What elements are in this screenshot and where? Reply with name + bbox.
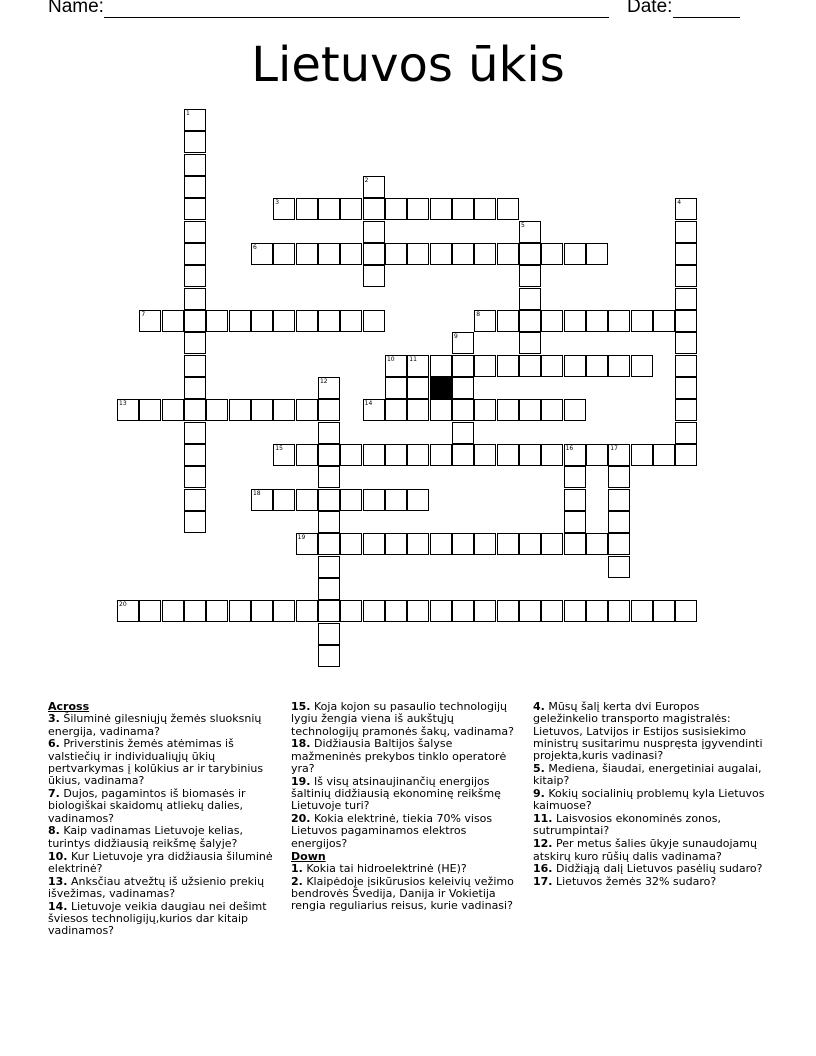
clue-number: 20 <box>119 601 127 609</box>
grid-cell[interactable] <box>184 198 206 220</box>
grid-cell[interactable] <box>318 310 340 332</box>
clue-item-text: Iš visų atsinaujinančių energijos šaltinių didžiausią ekonominę reikšmę Lietuvoje turi? <box>291 774 501 813</box>
clue-item <box>533 863 765 875</box>
grid-cell[interactable] <box>519 221 541 243</box>
grid-cell[interactable] <box>407 243 429 265</box>
grid-cell[interactable] <box>675 243 697 265</box>
grid-cell[interactable] <box>273 198 295 220</box>
grid-cell[interactable] <box>452 422 474 444</box>
grid-cell[interactable] <box>675 399 697 421</box>
grid-cell[interactable] <box>541 310 563 332</box>
grid-cell[interactable] <box>407 533 429 555</box>
clue-item-text: Lietuvoje veikia daugiau nei dešimt šviesos technoligijų,kurios dar kitaip vadinamos? <box>48 899 267 938</box>
grid-cell[interactable] <box>564 444 586 466</box>
grid-cell[interactable] <box>564 243 586 265</box>
grid-cell[interactable] <box>318 645 340 667</box>
grid-cell[interactable] <box>318 466 340 488</box>
grid-cell[interactable] <box>184 466 206 488</box>
grid-cell[interactable] <box>675 221 697 243</box>
clue-number: 16 <box>565 444 574 452</box>
clue-number: 3 <box>275 199 280 207</box>
clue-item-number: 1. <box>291 861 303 875</box>
grid-cell[interactable] <box>474 444 496 466</box>
grid-cell[interactable] <box>385 399 407 421</box>
grid-cell[interactable] <box>541 533 563 555</box>
grid-cell[interactable] <box>184 288 206 310</box>
grid-cell[interactable] <box>206 310 228 332</box>
grid-cell[interactable] <box>184 221 206 243</box>
grid-cell[interactable] <box>519 310 541 332</box>
grid-cell[interactable] <box>452 444 474 466</box>
clue-item <box>48 851 280 876</box>
grid-cell[interactable] <box>340 310 362 332</box>
grid-cell[interactable] <box>631 310 653 332</box>
clue-item-text: Didžiausia Baltijos šalyse mažmeninės prekybos tinklo operatorė yra? <box>291 737 507 775</box>
across-heading: Across <box>48 700 90 713</box>
grid-cell[interactable] <box>653 600 675 622</box>
grid-cell[interactable] <box>273 243 295 265</box>
clue-number: 17 <box>610 444 618 452</box>
grid-cell[interactable] <box>273 310 295 332</box>
grid-cell[interactable] <box>340 533 362 555</box>
grid-cell[interactable] <box>675 422 697 444</box>
grid-cell[interactable] <box>564 600 586 622</box>
clue-item-number: 18. <box>291 737 311 751</box>
clue-item <box>533 876 765 888</box>
grid-cell[interactable] <box>184 310 206 332</box>
grid-cell[interactable] <box>608 355 630 377</box>
grid-cell[interactable] <box>184 489 206 511</box>
grid-cell[interactable] <box>474 243 496 265</box>
clue-item-number: 14. <box>48 899 68 913</box>
grid-cell[interactable] <box>318 556 340 578</box>
grid-cell[interactable] <box>474 198 496 220</box>
grid-cell[interactable] <box>675 310 697 332</box>
down-clue-list <box>291 863 523 913</box>
clue-number: 6 <box>252 243 257 251</box>
grid-cell[interactable] <box>363 399 385 421</box>
clues-column-2 <box>291 701 523 913</box>
grid-cell[interactable] <box>586 600 608 622</box>
page-title: Lietuvos ūkis <box>251 37 565 93</box>
grid-cell[interactable] <box>497 310 519 332</box>
grid-cell[interactable] <box>363 533 385 555</box>
clue-number: 7 <box>141 310 146 318</box>
grid-cell[interactable] <box>318 198 340 220</box>
grid-block-cell <box>430 377 452 399</box>
grid-cell[interactable] <box>586 355 608 377</box>
clue-item <box>48 876 280 901</box>
grid-cell[interactable] <box>318 399 340 421</box>
grid-cell[interactable] <box>430 399 452 421</box>
clue-number: 18 <box>252 489 261 497</box>
date-line[interactable] <box>673 17 740 18</box>
grid-cell[interactable] <box>296 444 318 466</box>
grid-cell[interactable] <box>653 310 675 332</box>
clue-item-number: 20. <box>291 812 311 826</box>
grid-cell[interactable] <box>497 533 519 555</box>
grid-cell[interactable] <box>229 399 251 421</box>
grid-cell[interactable] <box>541 444 563 466</box>
clue-item <box>533 838 765 863</box>
grid-cell[interactable] <box>385 489 407 511</box>
grid-cell[interactable] <box>184 332 206 354</box>
grid-cell[interactable] <box>608 556 630 578</box>
grid-cell[interactable] <box>296 600 318 622</box>
grid-cell[interactable] <box>184 422 206 444</box>
grid-cell[interactable] <box>586 243 608 265</box>
grid-cell[interactable] <box>474 533 496 555</box>
clue-item-number: 16. <box>533 862 553 876</box>
grid-cell[interactable] <box>296 243 318 265</box>
grid-cell[interactable] <box>452 533 474 555</box>
clue-number: 14 <box>364 400 373 408</box>
grid-cell[interactable] <box>184 444 206 466</box>
grid-cell[interactable] <box>407 600 429 622</box>
name-label: Name: <box>48 0 104 17</box>
grid-cell[interactable] <box>184 131 206 153</box>
grid-cell[interactable] <box>541 355 563 377</box>
clue-item-text: Didžiąją dalį Lietuvos pasėlių sudaro? <box>552 862 763 876</box>
down-heading: Down <box>291 849 326 863</box>
clue-item-text: Kokia elektrinė, tiekia 70% visos Lietuvos pagaminamos elektros energijos? <box>291 812 493 850</box>
grid-cell[interactable] <box>608 600 630 622</box>
grid-cell[interactable] <box>184 399 206 421</box>
clue-item-number: 12. <box>533 837 553 851</box>
grid-cell[interactable] <box>184 154 206 176</box>
clue-item-text: Klaipėdoje įsikūrusios keleivių vežimo bendrovės Švedija, Danija ir Vokietija rengia reguliarius reisus, kurie vadinasi? <box>291 874 514 913</box>
grid-cell[interactable] <box>407 377 429 399</box>
grid-cell[interactable] <box>608 489 630 511</box>
grid-cell[interactable] <box>273 399 295 421</box>
clue-item <box>533 788 765 813</box>
clue-number: 9 <box>453 333 458 341</box>
clue-item-number: 9. <box>533 787 545 801</box>
clue-item-number: 6. <box>48 737 60 751</box>
grid-cell[interactable] <box>363 243 385 265</box>
clue-item-number: 3. <box>48 712 60 726</box>
clue-item-text: Kokių socialinių problemų kyla Lietuvos kaimuose? <box>533 787 765 813</box>
grid-cell[interactable] <box>385 198 407 220</box>
clue-item-number: 8. <box>48 824 60 838</box>
clue-item <box>48 788 280 825</box>
grid-cell[interactable] <box>184 355 206 377</box>
clue-number: 10 <box>386 355 395 363</box>
clue-item <box>533 701 765 762</box>
grid-cell[interactable] <box>675 288 697 310</box>
clue-item-text: Anksčiau atvežtų iš užsienio prekių išvežimas, vadinamas? <box>48 874 265 900</box>
grid-cell[interactable] <box>296 310 318 332</box>
grid-cell[interactable] <box>564 355 586 377</box>
grid-cell[interactable] <box>385 243 407 265</box>
grid-cell[interactable] <box>340 198 362 220</box>
grid-cell[interactable] <box>162 600 184 622</box>
grid-cell[interactable] <box>497 600 519 622</box>
grid-cell[interactable] <box>273 600 295 622</box>
clue-item <box>48 738 280 787</box>
grid-cell[interactable] <box>251 310 273 332</box>
grid-cell[interactable] <box>474 399 496 421</box>
clue-item <box>291 738 523 775</box>
grid-cell[interactable] <box>564 511 586 533</box>
grid-cell[interactable] <box>675 355 697 377</box>
grid-cell[interactable] <box>139 399 161 421</box>
clue-number: 11 <box>409 355 417 363</box>
clue-number: 4 <box>677 199 682 207</box>
grid-cell[interactable] <box>497 444 519 466</box>
grid-cell[interactable] <box>296 533 318 555</box>
grid-cell[interactable] <box>318 578 340 600</box>
clue-item <box>533 763 765 788</box>
grid-cell[interactable] <box>452 377 474 399</box>
grid-cell[interactable] <box>184 109 206 131</box>
grid-cell[interactable] <box>497 243 519 265</box>
clue-item <box>48 901 280 938</box>
grid-cell[interactable] <box>608 444 630 466</box>
grid-cell[interactable] <box>385 355 407 377</box>
clue-item-text: Mediena, šiaudai, energetiniai augalai, kitaip? <box>533 761 762 788</box>
grid-cell[interactable] <box>251 399 273 421</box>
grid-cell[interactable] <box>474 355 496 377</box>
grid-cell[interactable] <box>675 444 697 466</box>
clue-item-text: Laisvosios ekonominės zonos, sutrumpintai? <box>533 812 721 838</box>
grid-cell[interactable] <box>363 176 385 198</box>
grid-cell[interactable] <box>452 399 474 421</box>
grid-cell[interactable] <box>184 511 206 533</box>
grid-cell[interactable] <box>385 600 407 622</box>
clue-item <box>291 813 523 850</box>
clue-item-text: Kokia tai hidroelektrinė (HE)? <box>302 861 467 875</box>
grid-cell[interactable] <box>586 444 608 466</box>
grid-cell[interactable] <box>564 399 586 421</box>
clue-item-number: 11. <box>533 812 553 826</box>
grid-cell[interactable] <box>184 600 206 622</box>
grid-cell[interactable] <box>430 444 452 466</box>
grid-cell[interactable] <box>184 243 206 265</box>
clues-column-1 <box>48 701 280 938</box>
grid-cell[interactable] <box>586 310 608 332</box>
grid-cell[interactable] <box>385 377 407 399</box>
clue-item-text: Lietuvos žemės 32% sudaro? <box>552 875 717 889</box>
grid-cell[interactable] <box>608 310 630 332</box>
grid-cell[interactable] <box>497 355 519 377</box>
date-label: Date: <box>627 0 673 17</box>
grid-cell[interactable] <box>430 243 452 265</box>
grid-cell[interactable] <box>251 600 273 622</box>
clue-item-text: Dujos, pagamintos iš biomasės ir biologiškai skaidomų atliekų dalies, vadinamos? <box>48 787 246 825</box>
grid-cell[interactable] <box>519 399 541 421</box>
grid-cell[interactable] <box>519 288 541 310</box>
clue-item-number: 19. <box>291 774 311 788</box>
grid-cell[interactable] <box>318 377 340 399</box>
clue-number: 1 <box>185 110 190 117</box>
grid-cell[interactable] <box>407 198 429 220</box>
grid-cell[interactable] <box>318 600 340 622</box>
grid-cell[interactable] <box>541 243 563 265</box>
clue-number: 2 <box>364 176 369 184</box>
grid-cell[interactable] <box>631 444 653 466</box>
grid-cell[interactable] <box>519 243 541 265</box>
clue-number: 19 <box>297 534 306 542</box>
grid-cell[interactable] <box>631 600 653 622</box>
grid-cell[interactable] <box>519 533 541 555</box>
clue-item-text: Kaip vadinamas Lietuvoje kelias, turintys didžiausią reikšmę šalyje? <box>48 824 243 850</box>
grid-cell[interactable] <box>430 600 452 622</box>
clue-item <box>48 825 280 850</box>
clue-item-text: Per metus šalies ūkyje sunaudojamų atskirų kuro rūšių dalis vadinama? <box>533 837 757 863</box>
clue-item-number: 2. <box>291 874 303 888</box>
grid-cell[interactable] <box>273 489 295 511</box>
grid-cell[interactable] <box>117 600 139 622</box>
clue-item-number: 10. <box>48 849 68 863</box>
grid-cell[interactable] <box>117 399 139 421</box>
grid-cell[interactable] <box>318 422 340 444</box>
grid-cell[interactable] <box>675 265 697 287</box>
grid-cell[interactable] <box>229 600 251 622</box>
grid-cell[interactable] <box>340 600 362 622</box>
grid-cell[interactable] <box>631 355 653 377</box>
clue-item-number: 17. <box>533 875 553 889</box>
grid-cell[interactable] <box>519 444 541 466</box>
grid-cell[interactable] <box>452 332 474 354</box>
grid-cell[interactable] <box>296 198 318 220</box>
grid-cell[interactable] <box>474 310 496 332</box>
grid-cell[interactable] <box>139 600 161 622</box>
grid-cell[interactable] <box>340 243 362 265</box>
grid-cell[interactable] <box>430 533 452 555</box>
clue-item <box>291 701 523 738</box>
grid-cell[interactable] <box>139 310 161 332</box>
grid-cell[interactable] <box>206 600 228 622</box>
grid-cell[interactable] <box>564 310 586 332</box>
grid-cell[interactable] <box>608 466 630 488</box>
grid-cell[interactable] <box>296 399 318 421</box>
grid-cell[interactable] <box>340 489 362 511</box>
grid-cell[interactable] <box>251 489 273 511</box>
grid-cell[interactable] <box>407 489 429 511</box>
grid-cell[interactable] <box>363 444 385 466</box>
grid-cell[interactable] <box>675 332 697 354</box>
grid-cell[interactable] <box>497 399 519 421</box>
clue-item <box>291 776 523 813</box>
grid-cell[interactable] <box>430 198 452 220</box>
grid-cell[interactable] <box>363 221 385 243</box>
clue-item-text: Šiluminė gilesniųjų žemės sluoksnių energija, vadinama? <box>48 712 262 738</box>
grid-cell[interactable] <box>184 265 206 287</box>
grid-cell[interactable] <box>407 444 429 466</box>
grid-cell[interactable] <box>653 444 675 466</box>
clue-item <box>533 813 765 838</box>
grid-cell[interactable] <box>385 533 407 555</box>
grid-cell[interactable] <box>318 511 340 533</box>
grid-cell[interactable] <box>318 489 340 511</box>
grid-cell[interactable] <box>251 243 273 265</box>
clue-item-number: 5. <box>533 761 545 775</box>
grid-cell[interactable] <box>318 243 340 265</box>
across-clue-list <box>48 713 280 937</box>
grid-cell[interactable] <box>541 600 563 622</box>
grid-cell[interactable] <box>363 310 385 332</box>
clue-item <box>48 713 280 738</box>
grid-cell[interactable] <box>675 600 697 622</box>
grid-cell[interactable] <box>318 623 340 645</box>
grid-cell[interactable] <box>363 265 385 287</box>
clue-number: 13 <box>119 400 127 408</box>
name-line[interactable] <box>104 17 609 18</box>
clue-item-number: 15. <box>291 700 311 713</box>
grid-cell[interactable] <box>452 600 474 622</box>
grid-cell[interactable] <box>519 332 541 354</box>
grid-cell[interactable] <box>229 310 251 332</box>
grid-cell[interactable] <box>564 533 586 555</box>
grid-cell[interactable] <box>296 489 318 511</box>
grid-cell[interactable] <box>541 399 563 421</box>
grid-cell[interactable] <box>162 399 184 421</box>
clue-item-text: Koja kojon su pasaulio technologijų lygiu žengia viena iš aukštųjų technologijų pramonės šakų, vadinama? <box>291 700 514 738</box>
across-clue-list-continued <box>291 701 523 850</box>
grid-cell[interactable] <box>608 511 630 533</box>
grid-cell[interactable] <box>363 600 385 622</box>
clue-item <box>291 876 523 913</box>
grid-cell[interactable] <box>273 444 295 466</box>
grid-cell[interactable] <box>519 600 541 622</box>
grid-cell[interactable] <box>184 176 206 198</box>
clue-item-number: 4. <box>533 700 545 713</box>
grid-cell[interactable] <box>675 377 697 399</box>
grid-cell[interactable] <box>162 310 184 332</box>
grid-cell[interactable] <box>452 243 474 265</box>
grid-cell[interactable] <box>519 265 541 287</box>
clue-number: 12 <box>319 377 328 385</box>
grid-cell[interactable] <box>407 399 429 421</box>
clues-column-3 <box>533 701 765 889</box>
grid-cell[interactable] <box>340 444 362 466</box>
clue-item <box>291 863 523 875</box>
grid-cell[interactable] <box>452 355 474 377</box>
clue-item-number: 7. <box>48 787 60 801</box>
grid-cell[interactable] <box>474 600 496 622</box>
grid-cell[interactable] <box>184 377 206 399</box>
grid-cell[interactable] <box>564 466 586 488</box>
grid-cell[interactable] <box>608 533 630 555</box>
clue-item-text: Kur Lietuvoje yra didžiausia šiluminė elektrinė? <box>48 849 273 875</box>
grid-cell[interactable] <box>519 355 541 377</box>
grid-cell[interactable] <box>430 355 452 377</box>
clue-number: 8 <box>476 310 481 318</box>
clue-item-number: 13. <box>48 874 68 888</box>
clue-number: 15 <box>275 444 283 452</box>
clue-number: 5 <box>520 221 525 229</box>
grid-cell[interactable] <box>206 399 228 421</box>
grid-cell[interactable] <box>564 489 586 511</box>
grid-cell[interactable] <box>363 489 385 511</box>
down-clue-list-continued <box>533 701 765 888</box>
grid-cell[interactable] <box>318 444 340 466</box>
grid-cell[interactable] <box>497 198 519 220</box>
grid-cell[interactable] <box>675 198 697 220</box>
grid-cell[interactable] <box>385 444 407 466</box>
grid-cell[interactable] <box>318 533 340 555</box>
grid-cell[interactable] <box>407 355 429 377</box>
grid-cell[interactable] <box>363 198 385 220</box>
grid-cell[interactable] <box>586 533 608 555</box>
grid-cell[interactable] <box>452 198 474 220</box>
clue-item-text: Mūsų šalį kerta dvi Europos geležinkelio transporto magistralės: Lietuvos, Latvijos ir Estijos susisiekimo ministrų susitarimu nuspręsta įgyvendinti projekta,kuris vadinasi? <box>533 700 763 763</box>
clue-item-text: Priverstinis žemės atėmimas iš valstiečių ir individualiųjų ūkių pertvarkymas į kolūkius ar ir tarybinius ūkius, vadinama? <box>48 737 264 788</box>
